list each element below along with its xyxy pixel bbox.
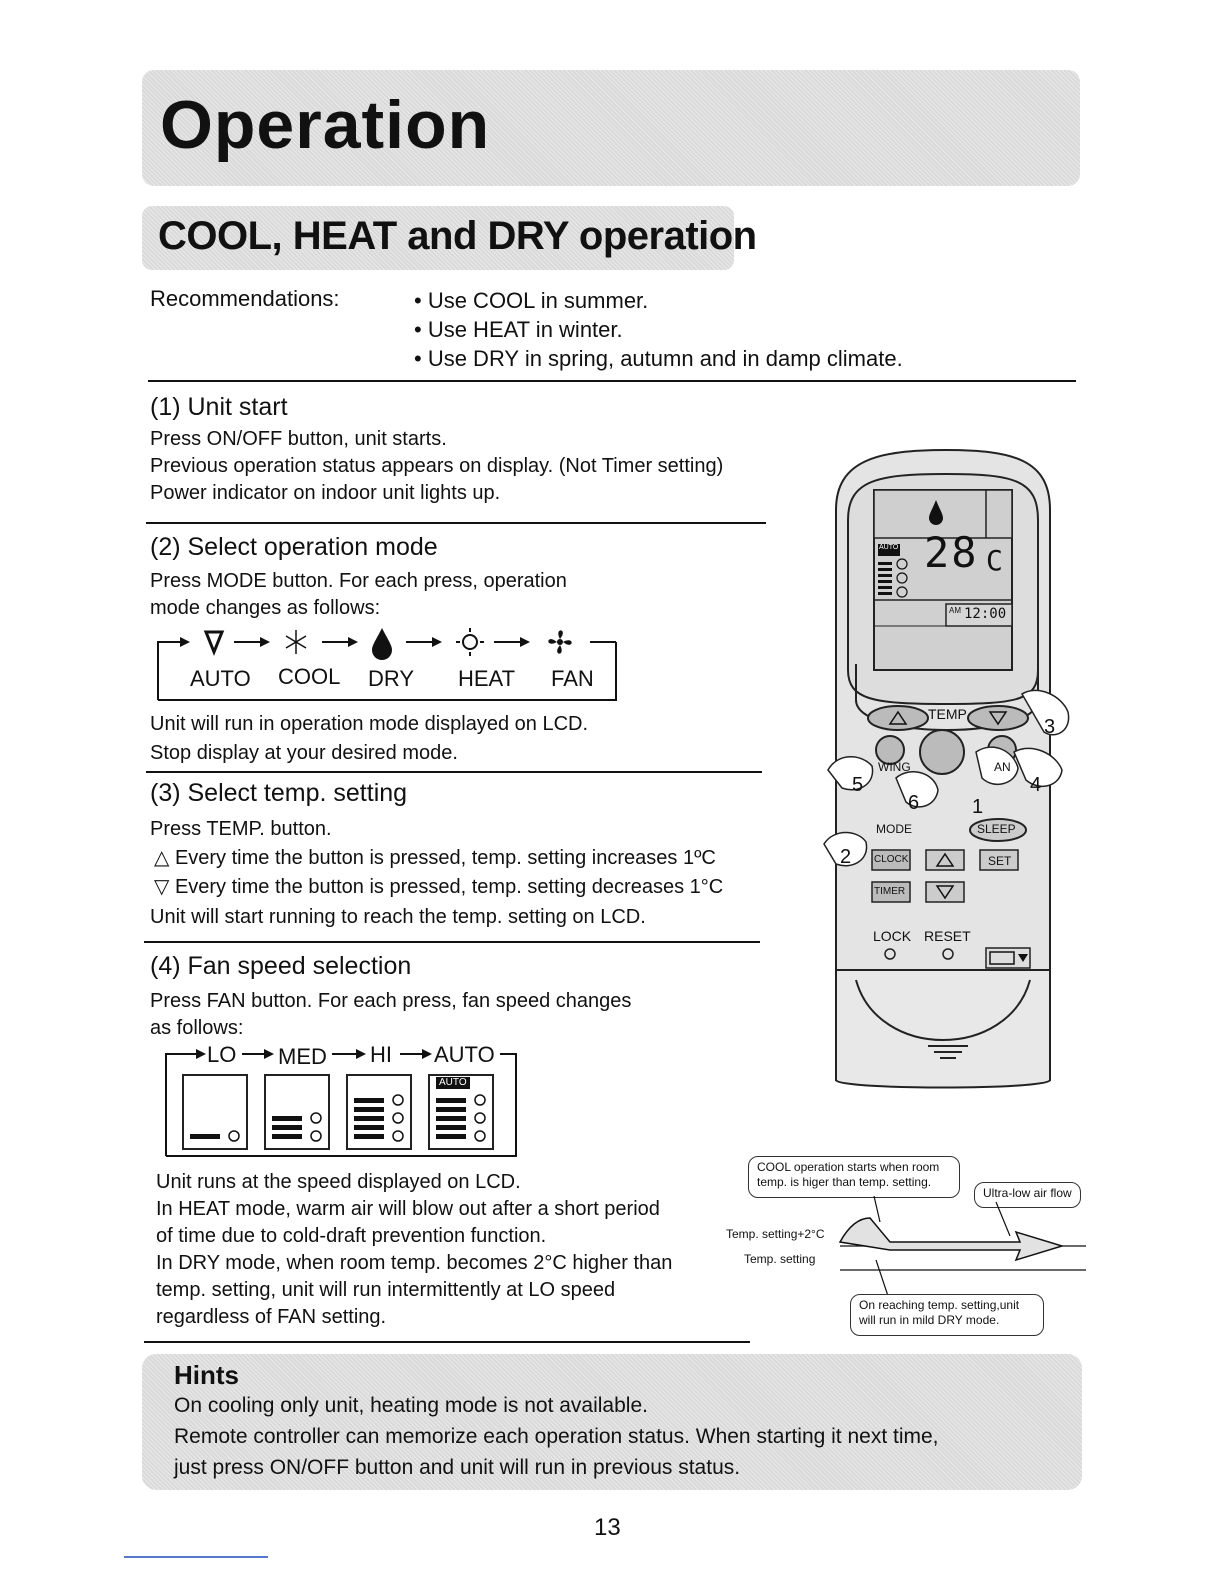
lcd-temperature: 28: [924, 528, 979, 577]
speed-label-auto: AUTO: [434, 1042, 495, 1067]
hint-line: On cooling only unit, heating mode is not available.: [174, 1394, 648, 1417]
step-4-after: of time due to cold-draft prevention function.: [156, 1225, 547, 1247]
step-3-line: Press TEMP. button.: [150, 818, 332, 840]
recommendation-item: • Use DRY in spring, autumn and in damp climate.: [414, 346, 903, 371]
step-4-line: as follows:: [150, 1017, 244, 1039]
recommendation-item: • Use HEAT in winter.: [414, 317, 623, 342]
callout-number-1: 1: [972, 796, 984, 818]
callout-text: COOL operation starts when room: [757, 1160, 940, 1174]
step-4-after: Unit runs at the speed displayed on LCD.: [156, 1171, 521, 1193]
reset-button-label[interactable]: RESET: [924, 928, 971, 944]
callout-number-2: 2: [840, 846, 852, 868]
step-4-after: In DRY mode, when room temp. becomes 2°C higher than: [156, 1252, 673, 1274]
mode-label-dry: DRY: [368, 666, 415, 691]
hint-line: just press ON/OFF button and unit will run in previous status.: [174, 1456, 741, 1479]
mode-label-fan: FAN: [551, 666, 594, 691]
step-1-line: Press ON/OFF button, unit starts.: [150, 428, 447, 450]
step-1-heading: (1) Unit start: [150, 393, 288, 421]
callout-text: Ultra-low air flow: [983, 1186, 1072, 1200]
mode-label-auto: AUTO: [190, 666, 251, 691]
callout-number-3: 3: [1044, 716, 1056, 738]
speed-label-hi: HI: [370, 1042, 392, 1067]
step-2-heading: (2) Select operation mode: [150, 533, 438, 561]
timer-button-label[interactable]: TIMER: [874, 886, 906, 897]
step-1-line: Previous operation status appears on display. (Not Timer setting): [150, 455, 724, 477]
mode-button-label[interactable]: MODE: [876, 822, 912, 836]
dry-airflow-diagram: [830, 1196, 1090, 1296]
page-number: 13: [594, 1514, 621, 1541]
step-2-after: Unit will run in operation mode displayed on LCD.: [150, 713, 589, 735]
auto-badge: AUTO: [436, 1077, 470, 1089]
section-title: COOL, HEAT and DRY operation: [158, 214, 757, 258]
clock-button-label[interactable]: CLOCK: [874, 854, 909, 865]
callout-text: temp. is higer than temp. setting.: [757, 1175, 932, 1189]
callout-number-4: 4: [1030, 774, 1042, 796]
fan-display-hi: [346, 1074, 412, 1150]
callout-cool-starts: [748, 1156, 960, 1198]
lcd-temp-unit: C: [986, 544, 1003, 577]
step-4-line: Press FAN button. For each press, fan speed changes: [150, 990, 632, 1012]
dry-mode-icon: [372, 628, 392, 660]
callout-text: will run in mild DRY mode.: [859, 1313, 1000, 1327]
swing-button-label[interactable]: WING: [878, 760, 911, 774]
fan-button-label[interactable]: AN: [994, 760, 1011, 774]
fan-display-auto: [428, 1074, 494, 1150]
divider: [146, 771, 762, 773]
mode-label-heat: HEAT: [458, 666, 516, 691]
auto-mode-icon: [206, 632, 222, 652]
step-1-line: Power indicator on indoor unit lights up.: [150, 482, 501, 504]
fan-display-lo: [182, 1074, 248, 1150]
callout-number-5: 5: [852, 774, 864, 796]
footer-line: [124, 1556, 268, 1558]
hints-title: Hints: [174, 1360, 239, 1390]
lcd-time: 12:00: [964, 606, 1007, 622]
step-3-line: △ Every time the button is pressed, temp. setting increases 1ºC: [154, 847, 716, 869]
label-temp-plus-2: Temp. setting+2°C: [726, 1227, 825, 1241]
step-3-heading: (3) Select temp. setting: [150, 779, 408, 807]
heat-mode-icon: [456, 628, 484, 656]
page-title: Operation: [160, 87, 491, 163]
callout-text: On reaching temp. setting,unit: [859, 1298, 1020, 1312]
divider: [144, 941, 760, 943]
step-4-after: regardless of FAN setting.: [156, 1306, 387, 1328]
fan-display-med: [264, 1074, 330, 1150]
divider: [148, 380, 1076, 382]
step-2-line: Press MODE button. For each press, operation: [150, 570, 567, 592]
step-2-after: Stop display at your desired mode.: [150, 742, 458, 764]
divider: [146, 522, 766, 524]
recommendation-item: • Use COOL in summer.: [414, 288, 649, 313]
hint-line: Remote controller can memorize each operation status. When starting it next time,: [174, 1425, 939, 1448]
fan-mode-icon: [548, 630, 571, 653]
lcd-ampm: AM: [949, 606, 961, 615]
speed-label-med: MED: [278, 1044, 327, 1069]
recommendations-label: Recommendations:: [150, 286, 340, 311]
step-3-line: ▽ Every time the button is pressed, temp. setting decreases 1°C: [154, 876, 724, 898]
set-button-label[interactable]: SET: [988, 854, 1012, 868]
divider: [144, 1341, 750, 1343]
remote-controller: [818, 440, 1078, 1100]
step-4-after: temp. setting, unit will run intermittently at LO speed: [156, 1279, 616, 1301]
sleep-button-label[interactable]: SLEEP: [977, 822, 1016, 836]
mode-label-cool: COOL: [278, 664, 341, 689]
step-4-after: In HEAT mode, warm air will blow out after a short period: [156, 1198, 660, 1220]
step-2-line: mode changes as follows:: [150, 597, 381, 619]
callout-number-6: 6: [908, 792, 920, 814]
lock-button-label[interactable]: LOCK: [873, 928, 912, 944]
speed-label-lo: LO: [207, 1042, 237, 1067]
cool-mode-icon: [286, 630, 306, 654]
label-temp-setting: Temp. setting: [744, 1252, 816, 1266]
temp-button-label[interactable]: TEMP: [928, 706, 967, 722]
lcd-auto-badge: AUTO: [879, 544, 899, 551]
callout-mild-dry: [850, 1294, 1044, 1336]
step-3-line: Unit will start running to reach the temp. setting on LCD.: [150, 906, 646, 928]
step-4-heading: (4) Fan speed selection: [150, 952, 412, 980]
